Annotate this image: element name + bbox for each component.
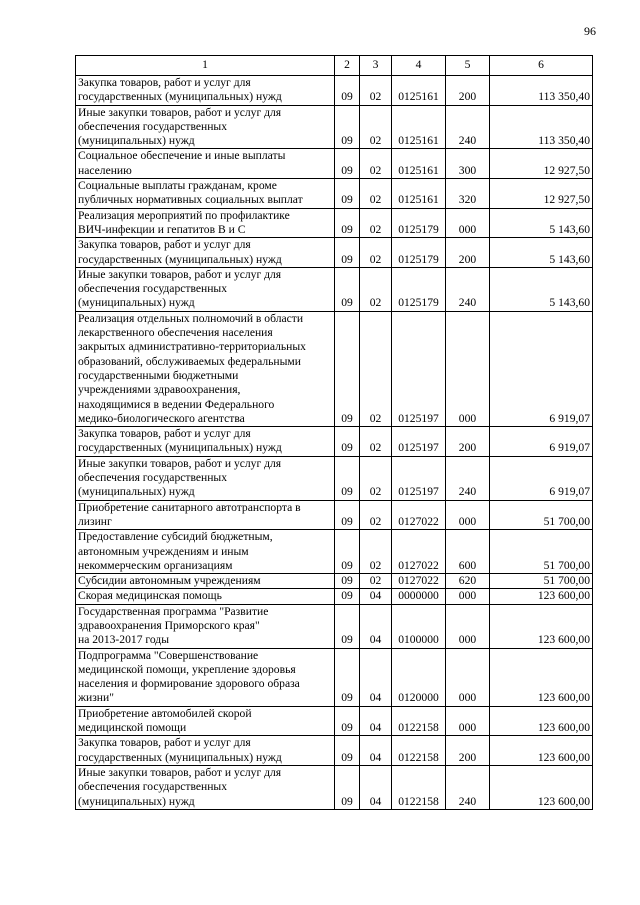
item-name-cell: Субсидии автономным учреждениям [76, 574, 335, 589]
header-col-4: 4 [392, 56, 446, 76]
table-row [76, 208, 593, 238]
amount-cell: 123 600,00 [490, 765, 593, 809]
amount-cell: 123 600,00 [490, 648, 593, 706]
amount-cell: 5 143,60 [490, 208, 593, 238]
amount-cell: 51 700,00 [490, 574, 593, 589]
target-article-code-cell: 0120000 [392, 648, 446, 706]
table-row [76, 736, 593, 766]
target-article-code-cell: 0125197 [392, 311, 446, 426]
subsection-code-cell: 02 [360, 574, 392, 589]
subsection-code-cell: 04 [360, 648, 392, 706]
target-article-code-cell: 0122158 [392, 736, 446, 766]
section-code-cell: 09 [335, 648, 360, 706]
table-row [76, 574, 593, 589]
item-name-cell: Социальные выплаты гражданам, кроме публичных нормативных социальных выплат [76, 179, 335, 209]
amount-cell: 51 700,00 [490, 530, 593, 574]
section-code-cell: 09 [335, 706, 360, 736]
target-article-code-cell: 0127022 [392, 574, 446, 589]
amount-cell: 123 600,00 [490, 589, 593, 604]
subsection-code-cell: 04 [360, 765, 392, 809]
subsection-code-cell: 02 [360, 105, 392, 149]
item-name-cell: Предоставление субсидий бюджетным, автономным учреждениям и иным некоммерческим организациям [76, 530, 335, 574]
item-name-cell: Реализация мероприятий по профилактике ВИЧ-инфекции и гепатитов В и С [76, 208, 335, 238]
item-name-cell: Подпрограмма "Совершенствование медицинской помощи, укрепление здоровья населения и формирование здорового образа жизни" [76, 648, 335, 706]
amount-cell: 123 600,00 [490, 706, 593, 736]
expense-type-code-cell: 000 [446, 589, 490, 604]
subsection-code-cell: 02 [360, 208, 392, 238]
table-row [76, 589, 593, 604]
section-code-cell: 09 [335, 208, 360, 238]
expense-type-code-cell: 320 [446, 179, 490, 209]
amount-cell: 5 143,60 [490, 238, 593, 268]
header-col-3: 3 [360, 56, 392, 76]
expense-type-code-cell: 000 [446, 648, 490, 706]
expense-type-code-cell: 240 [446, 105, 490, 149]
item-name-cell: Скорая медицинская помощь [76, 589, 335, 604]
subsection-code-cell: 02 [360, 267, 392, 311]
expense-type-code-cell: 600 [446, 530, 490, 574]
item-name-cell: Приобретение автомобилей скорой медицинской помощи [76, 706, 335, 736]
target-article-code-cell: 0000000 [392, 589, 446, 604]
header-col-2: 2 [335, 56, 360, 76]
subsection-code-cell: 02 [360, 427, 392, 457]
table-row [76, 105, 593, 149]
header-row [76, 56, 593, 76]
section-code-cell: 09 [335, 736, 360, 766]
amount-cell: 12 927,50 [490, 149, 593, 179]
amount-cell: 6 919,07 [490, 311, 593, 426]
target-article-code-cell: 0125161 [392, 149, 446, 179]
section-code-cell: 09 [335, 604, 360, 648]
subsection-code-cell: 04 [360, 736, 392, 766]
item-name-cell: Закупка товаров, работ и услуг для государственных (муниципальных) нужд [76, 736, 335, 766]
section-code-cell: 09 [335, 456, 360, 500]
subsection-code-cell: 02 [360, 149, 392, 179]
expense-type-code-cell: 000 [446, 311, 490, 426]
target-article-code-cell: 0125179 [392, 208, 446, 238]
item-name-cell: Иные закупки товаров, работ и услуг для обеспечения государственных (муниципальных) нужд [76, 456, 335, 500]
table-row [76, 604, 593, 648]
subsection-code-cell: 02 [360, 76, 392, 106]
section-code-cell: 09 [335, 427, 360, 457]
subsection-code-cell: 04 [360, 604, 392, 648]
subsection-code-cell: 04 [360, 706, 392, 736]
expense-type-code-cell: 200 [446, 76, 490, 106]
expense-type-code-cell: 620 [446, 574, 490, 589]
amount-cell: 113 350,40 [490, 76, 593, 106]
item-name-cell: Иные закупки товаров, работ и услуг для обеспечения государственных (муниципальных) нужд [76, 765, 335, 809]
target-article-code-cell: 0125161 [392, 105, 446, 149]
section-code-cell: 09 [335, 267, 360, 311]
target-article-code-cell: 0125179 [392, 238, 446, 268]
section-code-cell: 09 [335, 311, 360, 426]
target-article-code-cell: 0127022 [392, 500, 446, 530]
subsection-code-cell: 02 [360, 179, 392, 209]
table-row [76, 311, 593, 426]
section-code-cell: 09 [335, 179, 360, 209]
amount-cell: 123 600,00 [490, 736, 593, 766]
header-col-1: 1 [76, 56, 335, 76]
table-row [76, 267, 593, 311]
amount-cell: 6 919,07 [490, 427, 593, 457]
table-row [76, 765, 593, 809]
amount-cell: 113 350,40 [490, 105, 593, 149]
item-name-cell: Реализация отдельных полномочий в области лекарственного обеспечения населения закрытых административно-территориальных образований, обслуживаемых федеральными государственными бюджетными учреждениями здравоохранения, находящимися в ведении Федерального медико-биологического агентства [76, 311, 335, 426]
item-name-cell: Социальное обеспечение и иные выплаты населению [76, 149, 335, 179]
table-row [76, 76, 593, 106]
subsection-code-cell: 02 [360, 238, 392, 268]
target-article-code-cell: 0122158 [392, 706, 446, 736]
item-name-cell: Иные закупки товаров, работ и услуг для обеспечения государственных (муниципальных) нужд [76, 267, 335, 311]
header-col-6: 6 [490, 56, 593, 76]
target-article-code-cell: 0100000 [392, 604, 446, 648]
section-code-cell: 09 [335, 238, 360, 268]
subsection-code-cell: 04 [360, 589, 392, 604]
item-name-cell: Приобретение санитарного автотранспорта в лизинг [76, 500, 335, 530]
section-code-cell: 09 [335, 765, 360, 809]
target-article-code-cell: 0127022 [392, 530, 446, 574]
table-row [76, 149, 593, 179]
subsection-code-cell: 02 [360, 530, 392, 574]
table-row [76, 456, 593, 500]
subsection-code-cell: 02 [360, 456, 392, 500]
table-row [76, 648, 593, 706]
budget-table [75, 55, 593, 810]
amount-cell: 12 927,50 [490, 179, 593, 209]
section-code-cell: 09 [335, 589, 360, 604]
amount-cell: 5 143,60 [490, 267, 593, 311]
section-code-cell: 09 [335, 105, 360, 149]
expense-type-code-cell: 240 [446, 267, 490, 311]
table-body [76, 76, 593, 810]
expense-type-code-cell: 000 [446, 706, 490, 736]
target-article-code-cell: 0122158 [392, 765, 446, 809]
amount-cell: 6 919,07 [490, 456, 593, 500]
subsection-code-cell: 02 [360, 311, 392, 426]
target-article-code-cell: 0125179 [392, 267, 446, 311]
section-code-cell: 09 [335, 76, 360, 106]
table-row [76, 530, 593, 574]
item-name-cell: Закупка товаров, работ и услуг для государственных (муниципальных) нужд [76, 76, 335, 106]
page-number: 96 [584, 24, 596, 38]
table-row [76, 427, 593, 457]
target-article-code-cell: 0125197 [392, 456, 446, 500]
table-row [76, 179, 593, 209]
item-name-cell: Закупка товаров, работ и услуг для государственных (муниципальных) нужд [76, 427, 335, 457]
section-code-cell: 09 [335, 574, 360, 589]
expense-type-code-cell: 300 [446, 149, 490, 179]
item-name-cell: Иные закупки товаров, работ и услуг для обеспечения государственных (муниципальных) нужд [76, 105, 335, 149]
section-code-cell: 09 [335, 530, 360, 574]
subsection-code-cell: 02 [360, 500, 392, 530]
target-article-code-cell: 0125161 [392, 179, 446, 209]
expense-type-code-cell: 200 [446, 736, 490, 766]
section-code-cell: 09 [335, 149, 360, 179]
item-name-cell: Государственная программа "Развитие здравоохранения Приморского края" на 2013-2017 годы [76, 604, 335, 648]
expense-type-code-cell: 200 [446, 427, 490, 457]
table-row [76, 706, 593, 736]
target-article-code-cell: 0125161 [392, 76, 446, 106]
table-row [76, 500, 593, 530]
item-name-cell: Закупка товаров, работ и услуг для государственных (муниципальных) нужд [76, 238, 335, 268]
expense-type-code-cell: 200 [446, 238, 490, 268]
section-code-cell: 09 [335, 500, 360, 530]
expense-type-code-cell: 240 [446, 765, 490, 809]
expense-type-code-cell: 000 [446, 208, 490, 238]
expense-type-code-cell: 000 [446, 500, 490, 530]
expense-type-code-cell: 240 [446, 456, 490, 500]
header-col-5: 5 [446, 56, 490, 76]
expense-type-code-cell: 000 [446, 604, 490, 648]
amount-cell: 51 700,00 [490, 500, 593, 530]
amount-cell: 123 600,00 [490, 604, 593, 648]
target-article-code-cell: 0125197 [392, 427, 446, 457]
table-row [76, 238, 593, 268]
